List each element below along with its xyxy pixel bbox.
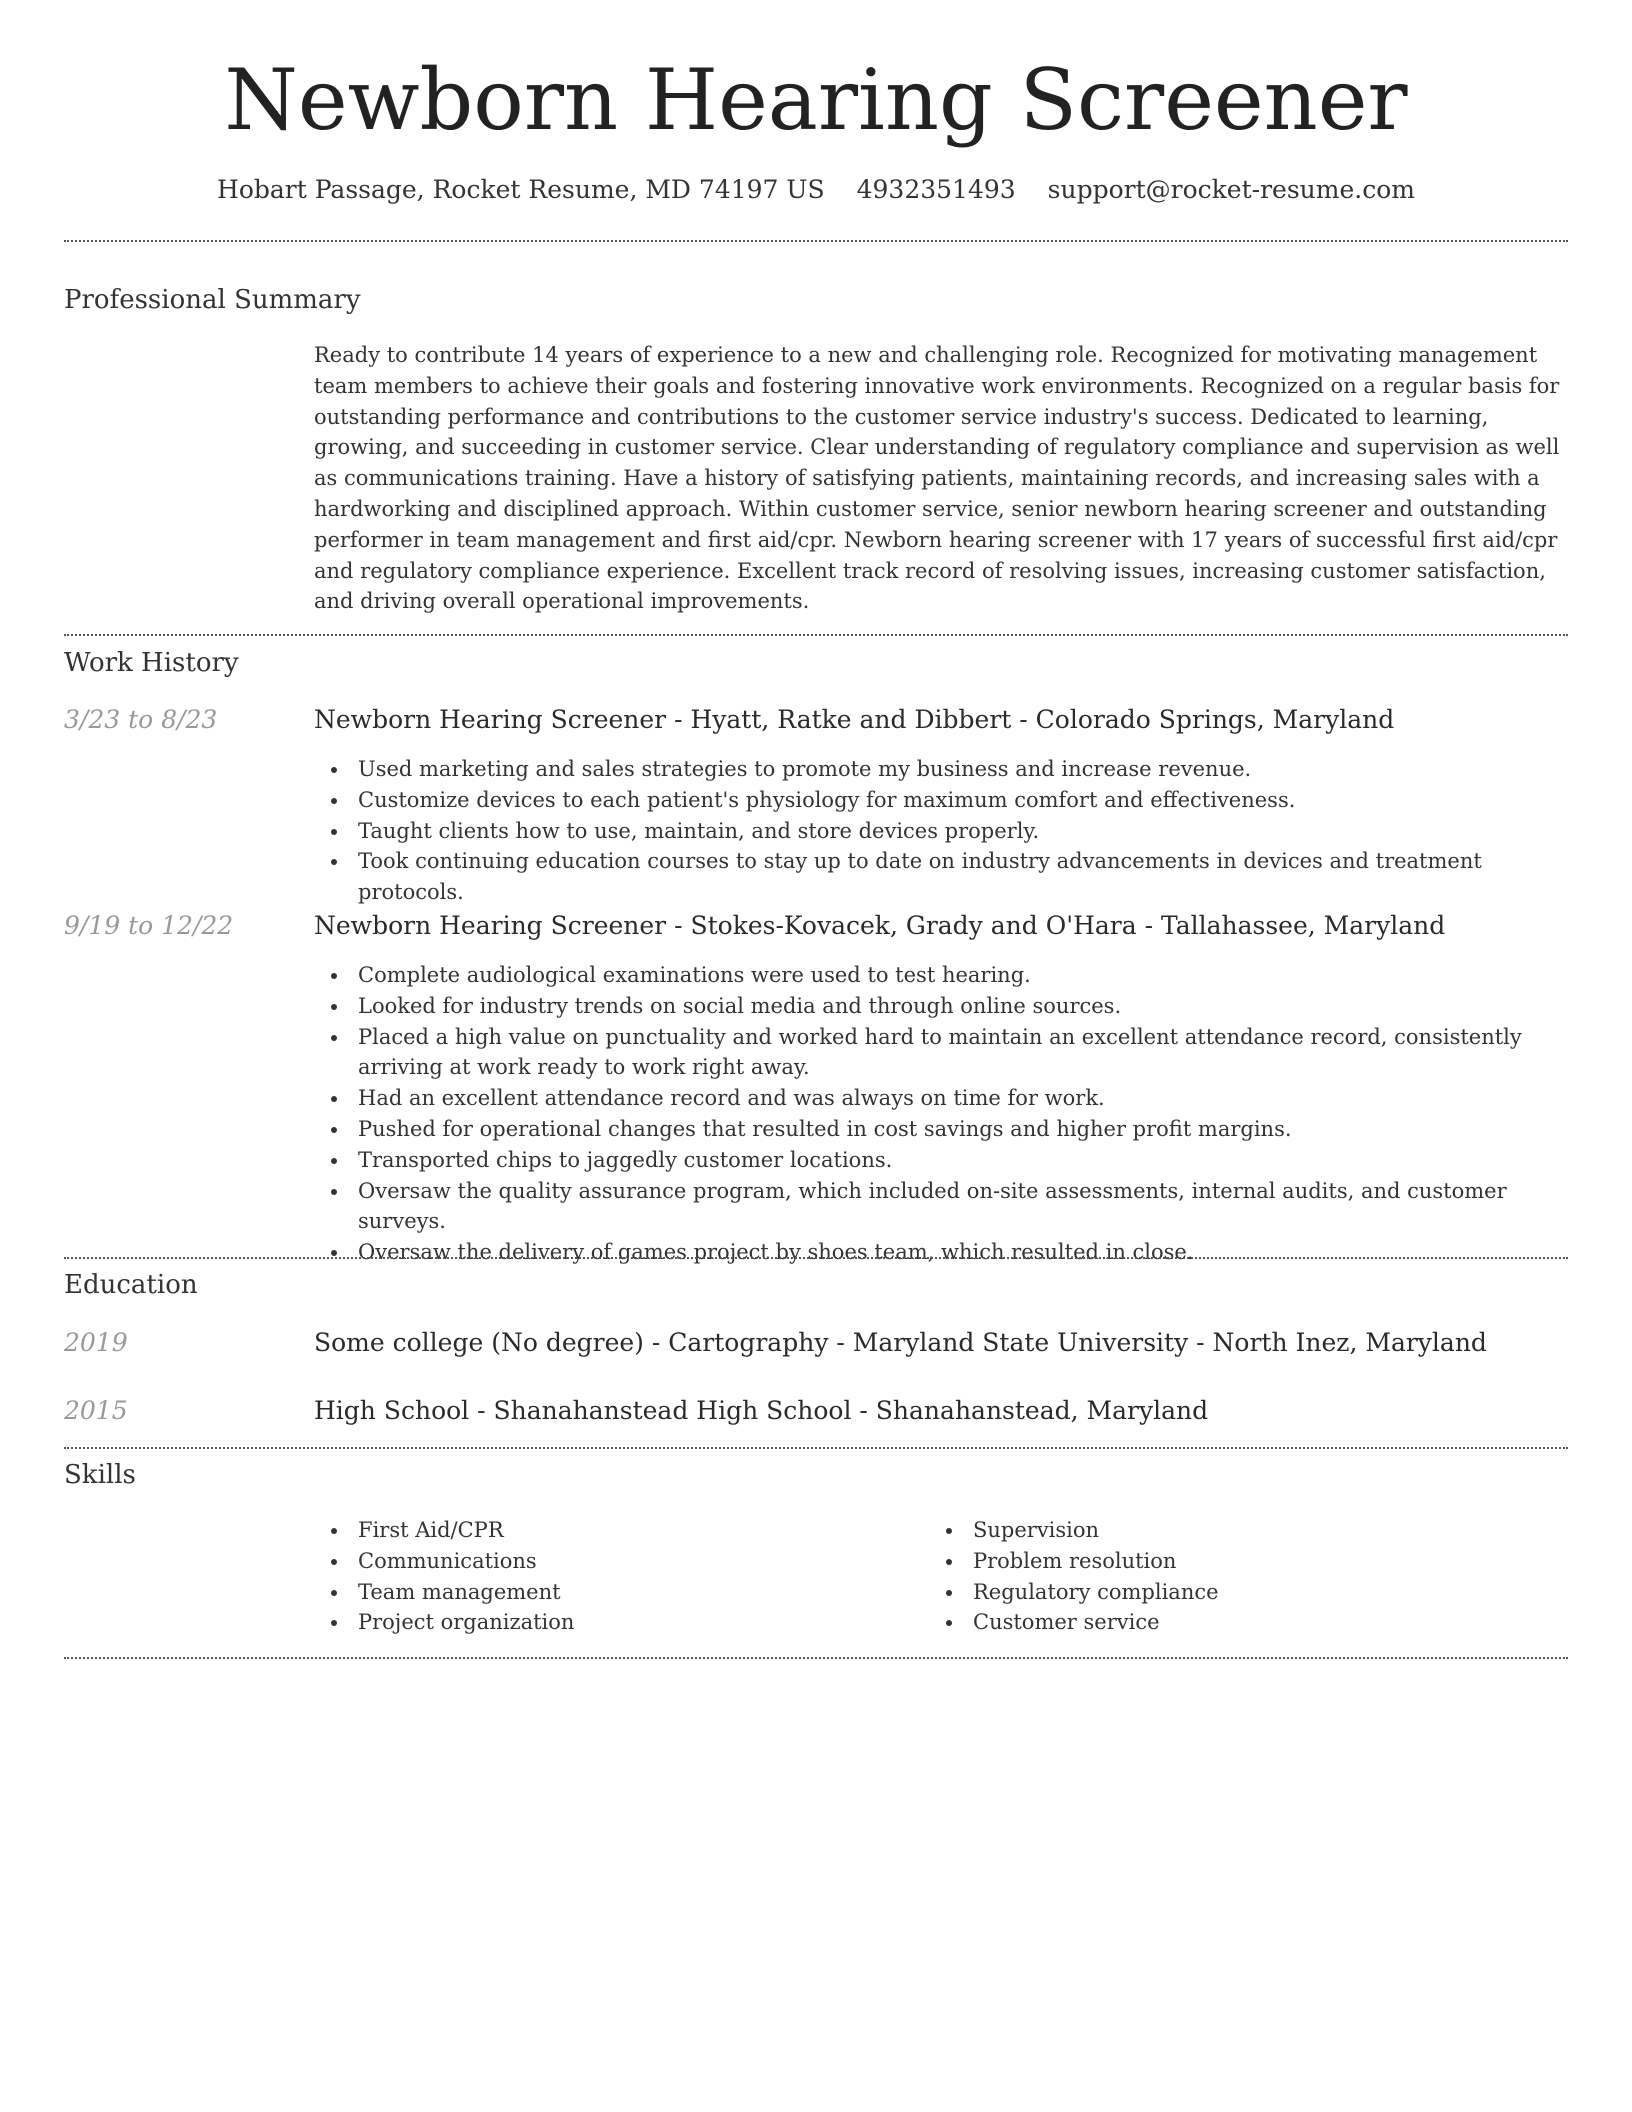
list-item: Project organization	[314, 1607, 914, 1638]
resume-page	[64, 0, 1568, 2112]
list-item: Team management	[314, 1577, 914, 1608]
skills-list	[64, 1515, 1568, 1645]
education-section-title: Education	[64, 1270, 198, 1300]
contact-email: support@rocket-resume.com	[1047, 175, 1415, 204]
skills-column-right	[929, 1515, 1529, 1638]
summary-text: Ready to contribute 14 years of experience to a new and challenging role. Recognized for motivating management team members to achieve their goals and fostering innovative work environments. Recognized on a regular basis for outstanding performance and contributions to the customer service industry's success. Dedicated to learning, growing, and succeeding in customer service. Clear understanding of regulatory compliance and supervision as well as communications training. Have a history of satisfying patients, maintaining records, and increasing sales with a hardworking and disciplined approach. Within customer service, senior newborn hearing screener and outstanding performer in team management and first aid/cpr. Newborn hearing screener with 17 years of successful first aid/cpr and regulatory compliance experience. Excellent track record of resolving issues, increasing customer satisfaction, and driving overall operational improvements.	[314, 343, 1560, 614]
list-item: Had an excellent attendance record and was always on time for work.	[314, 1083, 1568, 1114]
section-divider	[64, 1657, 1568, 1659]
list-item: Taught clients how to use, maintain, and store devices properly.	[314, 816, 1568, 847]
job-bullets	[314, 754, 1568, 908]
list-item: Oversaw the delivery of games project by shoes team, which resulted in close.	[314, 1237, 1568, 1268]
job-heading: Newborn Hearing Screener - Hyatt, Ratke and Dibbert - Colorado Springs, Maryland	[314, 705, 1395, 734]
list-item: Oversaw the quality assurance program, which included on-site assessments, internal audits, and customer surveys.	[314, 1176, 1568, 1238]
list-item: Supervision	[929, 1515, 1529, 1546]
section-divider	[64, 634, 1568, 636]
contact-phone: 4932351493	[856, 175, 1016, 204]
job-bullets	[314, 960, 1568, 1268]
list-item: Transported chips to jaggedly customer locations.	[314, 1145, 1568, 1176]
list-item: Customize devices to each patient's physiology for maximum comfort and effectiveness.	[314, 785, 1568, 816]
education-date: 2019	[64, 1328, 128, 1357]
section-divider	[64, 1447, 1568, 1449]
list-item: Regulatory compliance	[929, 1577, 1529, 1608]
list-item: Communications	[314, 1546, 914, 1577]
education-heading: High School - Shanahanstead High School - Shanahanstead, Maryland	[314, 1396, 1209, 1425]
list-item: Problem resolution	[929, 1546, 1529, 1577]
section-divider	[64, 240, 1568, 242]
list-item: Pushed for operational changes that resulted in cost savings and higher profit margins.	[314, 1114, 1568, 1145]
job-heading: Newborn Hearing Screener - Stokes-Kovacek, Grady and O'Hara - Tallahassee, Maryland	[314, 911, 1446, 940]
education-heading: Some college (No degree) - Cartography - Maryland State University - North Inez, Maryland	[314, 1328, 1487, 1357]
job-date: 9/19 to 12/22	[64, 911, 234, 940]
job-date: 3/23 to 8/23	[64, 705, 218, 734]
skills-section-title: Skills	[64, 1460, 136, 1490]
contact-address: Hobart Passage, Rocket Resume, MD 74197 US	[217, 175, 825, 204]
list-item: Complete audiological examinations were used to test hearing.	[314, 960, 1568, 991]
work-section-title: Work History	[64, 648, 239, 678]
education-date: 2015	[64, 1396, 128, 1425]
candidate-name: Newborn Hearing Screener	[224, 51, 1408, 149]
skills-column-left	[314, 1515, 914, 1638]
list-item: Placed a high value on punctuality and worked hard to maintain an excellent attendance record, consistently arriving at work ready to work right away.	[314, 1022, 1568, 1084]
list-item: First Aid/CPR	[314, 1515, 914, 1546]
list-item: Looked for industry trends on social media and through online sources.	[314, 991, 1568, 1022]
section-divider	[64, 1257, 1568, 1259]
list-item: Customer service	[929, 1607, 1529, 1638]
list-item: Used marketing and sales strategies to promote my business and increase revenue.	[314, 754, 1568, 785]
contact-line	[64, 170, 1568, 210]
summary-section-title: Professional Summary	[64, 285, 361, 315]
list-item: Took continuing education courses to stay up to date on industry advancements in devices and treatment protocols.	[314, 846, 1568, 908]
